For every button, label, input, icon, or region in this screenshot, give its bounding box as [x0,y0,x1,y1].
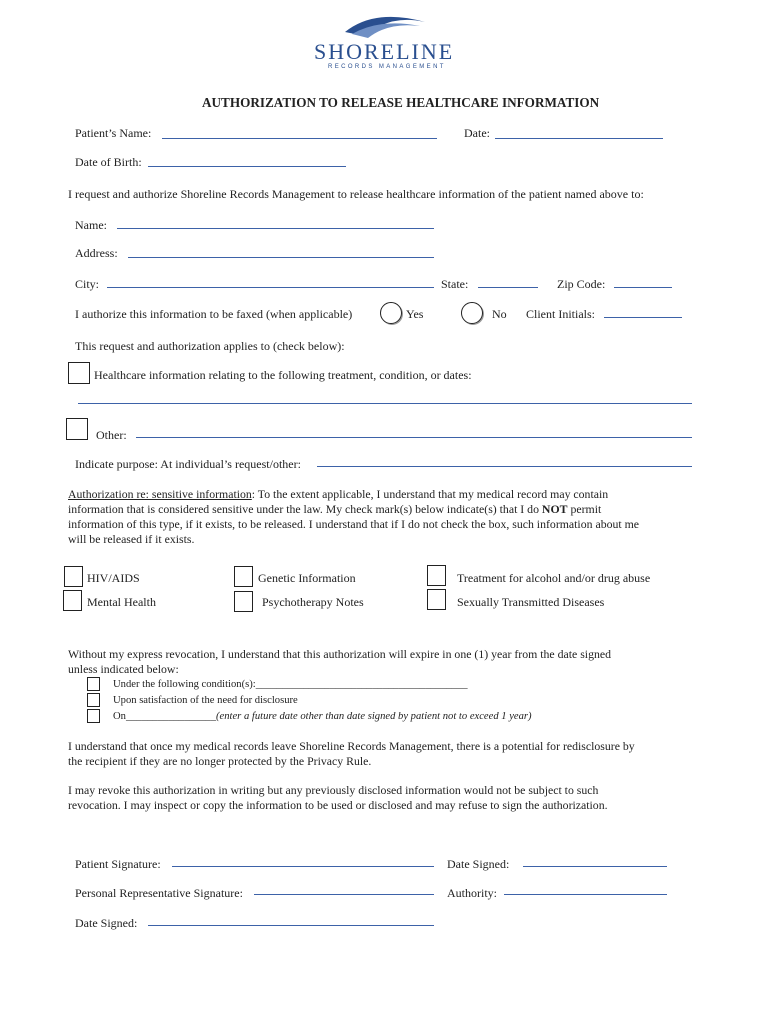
patient-signature-field[interactable] [172,866,434,867]
authority-label: Authority: [447,886,497,900]
redisclosure-paragraph [68,739,688,769]
client-initials-field[interactable] [604,317,682,318]
recipient-name-label: Name: [75,218,107,232]
other-field[interactable] [136,437,692,438]
hiv-aids-label: HIV/AIDS [87,571,140,585]
date-signed-label: Date Signed: [447,857,510,871]
fax-yes-label: Yes [406,307,424,321]
alcohol-drug-checkbox[interactable] [427,565,446,586]
zip-label: Zip Code: [557,277,606,291]
purpose-field[interactable] [317,466,692,467]
sensitive-line-3: information of this type, if it exists, to be released. I understand that if I do not check the box, such information about me [68,517,640,531]
expire-line-2: unless indicated below: [68,662,179,676]
std-label: Sexually Transmitted Diseases [457,595,605,609]
redisclosure-line-1: I understand that once my medical records leave Shoreline Records Management, there is a potential for redisclosure by [68,739,635,753]
alcohol-drug-label: Treatment for alcohol and/or drug abuse [457,571,651,585]
fax-no-label: No [492,307,507,321]
genetic-info-label: Genetic Information [258,571,356,585]
healthcare-checkbox[interactable] [68,362,90,384]
address-field[interactable] [128,257,434,258]
expire-line-1: Without my express revocation, I understand that this authorization will expire in one (1) year from the date signed [68,647,612,661]
authority-field[interactable] [504,894,667,895]
on-date-label: On_________________(enter a future date other than date signed by patient not to exceed 1 year) [113,711,532,722]
client-initials-label: Client Initials: [526,307,595,321]
address-label: Address: [75,246,118,260]
applies-label: This request and authorization applies to (check below): [75,339,345,353]
sensitive-line-4: will be released if it exists. [68,532,195,546]
healthcare-label: Healthcare information relating to the following treatment, condition, or dates: [94,368,472,382]
rep-signature-label: Personal Representative Signature: [75,886,243,900]
rep-signature-field[interactable] [254,894,434,895]
sensitive-heading: Authorization re: sensitive information [68,487,252,501]
sensitive-line-1: Authorization re: sensitive information: To the extent applicable, I understand that my medical record may contain [68,487,609,501]
not-emphasis: NOT [541,502,568,516]
wave-logo-icon [340,10,430,40]
patient-signature-label: Patient Signature: [75,857,161,871]
fax-yes-radio[interactable] [380,302,402,324]
genetic-info-checkbox[interactable] [234,566,253,587]
state-field[interactable] [478,287,538,288]
on-date-checkbox[interactable] [87,709,100,723]
fax-no-radio[interactable] [461,302,483,324]
other-checkbox[interactable] [66,418,88,440]
revoke-line-1: I may revoke this authorization in writing but any previously disclosed information would not be subject to such [68,783,599,797]
date-field[interactable] [495,138,663,139]
redisclosure-line-2: the recipient if they are no longer protected by the Privacy Rule. [68,754,372,768]
revoke-line-2: revocation. I may inspect or copy the information to be used or disclosed and may refuse to sign the authorization. [68,798,608,812]
date-signed-2-field[interactable] [148,925,434,926]
city-label: City: [75,277,100,291]
patient-name-label: Patient’s Name: [75,126,152,140]
sensitive-paragraph [68,487,688,547]
need-checkbox[interactable] [87,693,100,707]
other-label: Other: [96,428,127,442]
revoke-paragraph [68,783,688,813]
mental-health-label: Mental Health [87,595,156,609]
on-date-note: (enter a future date other than date signed by patient not to exceed 1 year) [216,711,532,722]
state-label: State: [441,277,469,291]
std-checkbox[interactable] [427,589,446,610]
psychotherapy-checkbox[interactable] [234,591,253,612]
healthcare-details-field[interactable] [78,403,692,404]
condition-checkbox[interactable] [87,677,100,691]
dob-label: Date of Birth: [75,155,142,169]
need-label: Upon satisfaction of the need for disclosure [113,695,298,706]
city-field[interactable] [107,287,434,288]
purpose-label: Indicate purpose: At individual’s request/other: [75,457,301,471]
fax-label: I authorize this information to be faxed (when applicable) [75,307,353,321]
condition-label: Under the following condition(s):________________________________________ [113,679,468,690]
patient-name-field[interactable] [162,138,437,139]
request-text: I request and authorize Shoreline Records Management to release healthcare information of the patient named above to: [68,187,644,201]
sensitive-line-2: information that is considered sensitive under the law. My check mark(s) below indicate(s) that I do NOT permit [68,502,602,516]
date-signed-2-label: Date Signed: [75,916,138,930]
dob-field[interactable] [148,166,346,167]
logo-subtitle: RECORDS MANAGEMENT [328,64,446,70]
hiv-aids-checkbox[interactable] [64,566,83,587]
zip-field[interactable] [614,287,672,288]
form-title: AUTHORIZATION TO RELEASE HEALTHCARE INFORMATION [202,95,600,110]
company-logo [310,10,460,72]
mental-health-checkbox[interactable] [63,590,82,611]
psychotherapy-label: Psychotherapy Notes [262,595,364,609]
logo-wordmark: SHORELINE [314,39,455,64]
recipient-name-field[interactable] [117,228,434,229]
date-signed-field[interactable] [523,866,667,867]
expire-paragraph [68,647,688,677]
date-label: Date: [464,126,490,140]
